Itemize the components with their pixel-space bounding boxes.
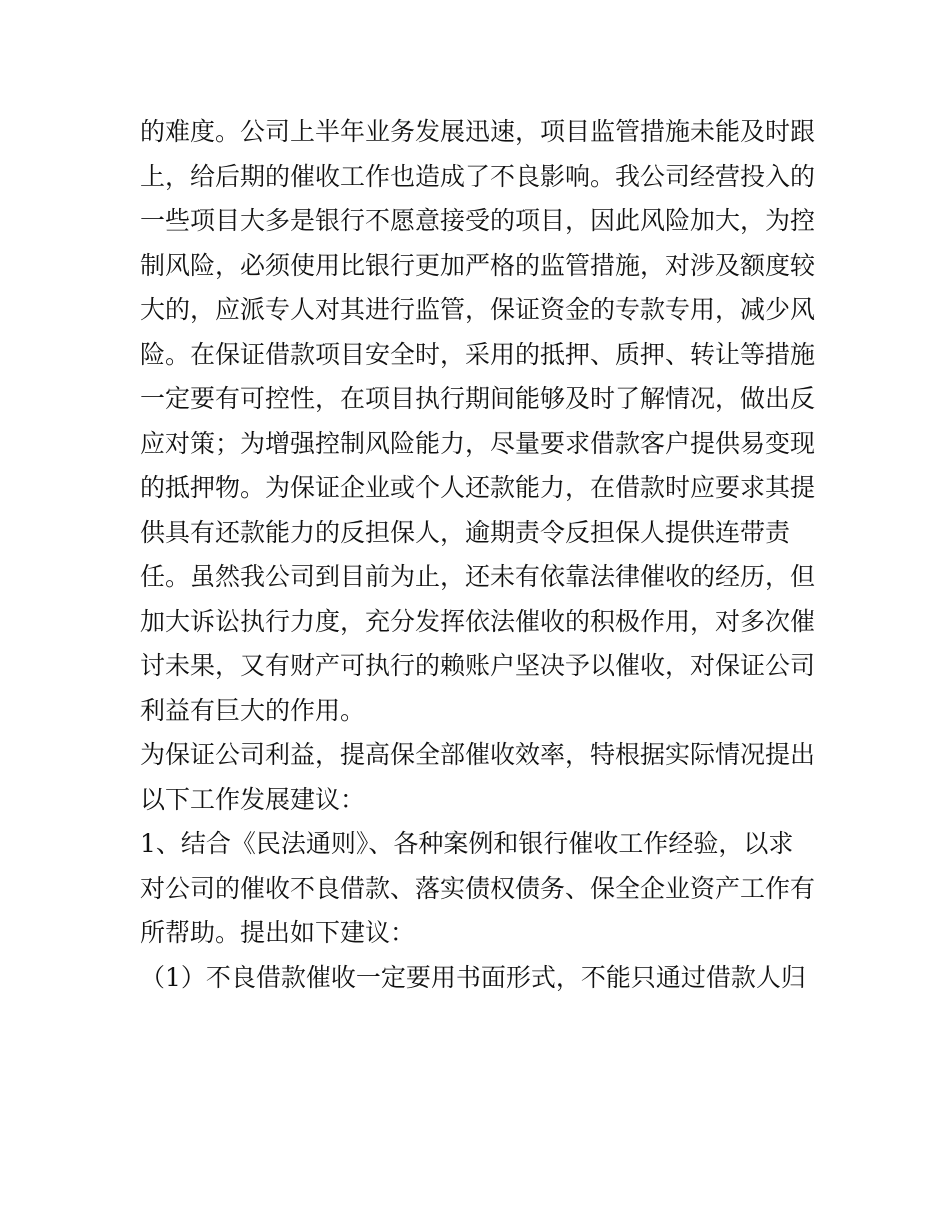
text-line: 制风险，必须使用比银行更加严格的监管措施，对涉及额度较 (140, 250, 816, 280)
text-line: （1）不良借款催收一定要用书面形式，不能只通过借款人归 (140, 962, 806, 992)
document-body (140, 110, 820, 1000)
text-line: 的难度。公司上半年业务发展迅速，项目监管措施未能及时跟 (140, 117, 816, 146)
text-line: 为保证公司利益，提高保全部催收效率，特根据实际情况提出 (140, 740, 816, 769)
text-line: 1、结合《民法通则》、各种案例和银行催收工作经验，以求 (140, 829, 794, 858)
text-line: 以下工作发展建议： (140, 784, 366, 814)
text-line: 应对策；为增强控制风险能力，尽量要求借款客户提供易变现 (140, 428, 816, 458)
text-line: 供具有还款能力的反担保人，逾期责令反担保人提供连带责 (140, 517, 791, 547)
text-line: 讨未果，又有财产可执行的赖账户坚决予以催收，对保证公司 (140, 651, 816, 680)
text-line: 对公司的催收不良借款、落实债权债务、保全企业资产工作有 (140, 873, 816, 903)
text-line: 一些项目大多是银行不愿意接受的项目，因此风险加大，为控 (140, 206, 816, 235)
text-line: 大的，应派专人对其进行监管，保证资金的专款专用，减少风 (140, 295, 816, 324)
text-line: 险。在保证借款项目安全时，采用的抵押、质押、转让等措施 (140, 339, 816, 369)
text-line: 的抵押物。为保证企业或个人还款能力，在借款时应要求其提 (140, 473, 816, 502)
text-line: 一定要有可控性，在项目执行期间能够及时了解情况，做出反 (140, 384, 816, 413)
text-line: 加大诉讼执行力度，充分发挥依法催收的积极作用，对多次催 (140, 606, 816, 636)
text-line: 所帮助。提出如下建议： (140, 918, 416, 947)
text-line: 利益有巨大的作用。 (140, 695, 366, 725)
text-line: 任。虽然我公司到目前为止，还未有依靠法律催收的经历，但 (140, 562, 816, 591)
text-line: 上，给后期的催收工作也造成了不良影响。我公司经营投入的 (140, 161, 816, 191)
